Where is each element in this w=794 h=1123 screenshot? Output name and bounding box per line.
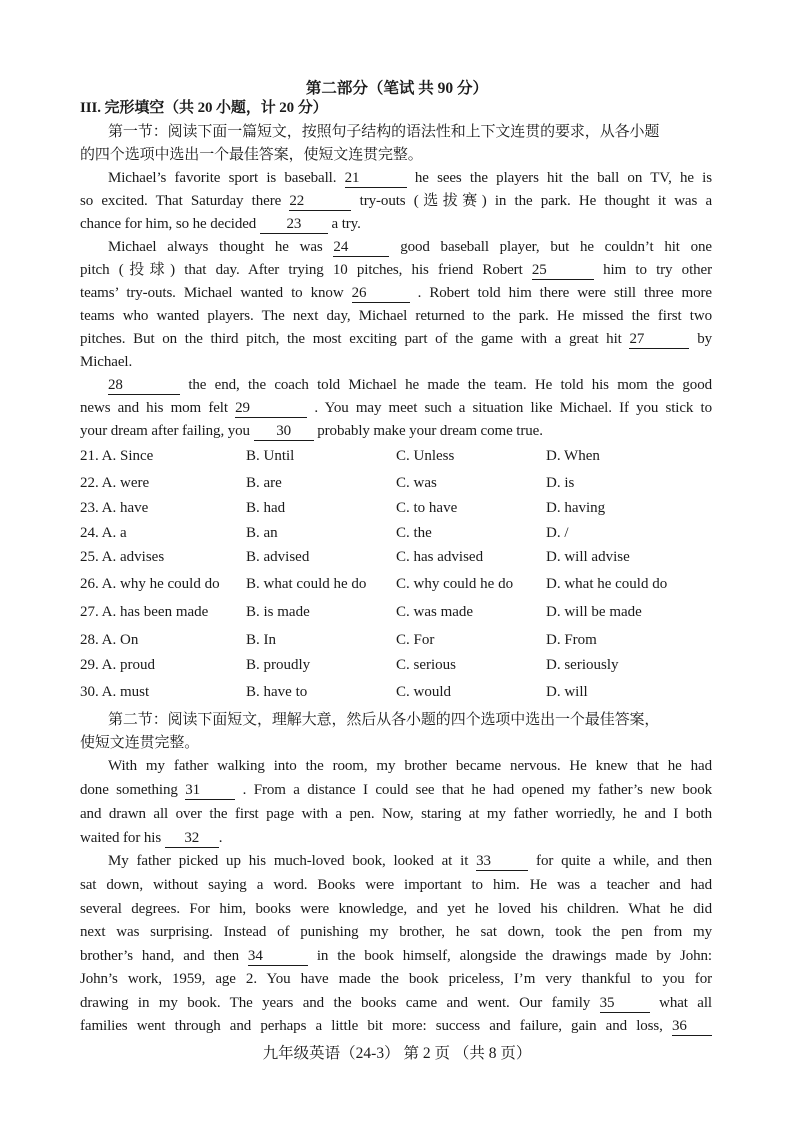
option-d: D. / xyxy=(546,525,569,541)
section-heading xyxy=(80,98,712,118)
option-c: C. For xyxy=(396,632,435,648)
option-a: 28. A. On xyxy=(80,632,139,648)
passage1-line: news and his mom felt 29 . You may meet such a situation like Michael. If you stick to xyxy=(80,400,712,416)
option-c: C. Unless xyxy=(396,448,455,464)
passage1-line: teams’ try-outs. Michael wanted to know 26 . Robert told him there were still three more xyxy=(80,285,712,301)
passage2-line: next was surprising. Instead of punishing my brother, he sat down, took the pen from my xyxy=(80,924,712,940)
option-a: 25. A. advises xyxy=(80,549,165,565)
passage2-line: My father picked up his much-loved book, looked at it 33 for quite a while, and then xyxy=(108,853,712,869)
option-a: 29. A. proud xyxy=(80,657,155,673)
option-b: B. In xyxy=(246,632,276,648)
passage1-line: Michael always thought he was 24 good baseball player, but he couldn’t hit one xyxy=(108,239,712,255)
passage2-line: done something 31 . From a distance I could see that he had opened my father’s new book xyxy=(80,782,713,798)
option-d: D. is xyxy=(546,475,575,491)
option-b: B. have to xyxy=(246,684,308,700)
section2-instruction-line1: 第二节：阅读下面短文，理解大意，然后从各小题的四个选项中选出一个最佳答案， xyxy=(108,712,660,728)
passage1-line: so excited. That Saturday there 22 try-outs (选拔赛) in the park. He thought it was a xyxy=(80,193,713,209)
section1-instruction-line1: 第一节：阅读下面一篇短文，按照句子结构的语法性和上下文连贯的要求，从各小题 xyxy=(108,124,660,140)
passage2-line: drawing in my book. The years and the books came and went. Our family 35 what all xyxy=(80,995,712,1011)
passage1-line: teams who wanted players. The next day, Michael returned to the park. He missed the first two xyxy=(80,308,712,324)
section-title: 完形填空（共 20 小题，计 20 分） xyxy=(104,100,328,116)
option-a: 26. A. why he could do xyxy=(80,576,220,592)
passage1-line: pitch (投球) that day. After trying 10 pitches, his friend Robert 25 him to try other xyxy=(80,262,712,278)
option-d: D. seriously xyxy=(546,657,619,673)
option-d: D. what he could do xyxy=(546,576,668,592)
option-a: 22. A. were xyxy=(80,475,150,491)
option-c: C. has advised xyxy=(396,549,484,565)
option-c: C. serious xyxy=(396,657,456,673)
passage1-line: chance for him, so he decided 23 a try. xyxy=(80,216,361,232)
passage1-line: 28 the end, the coach told Michael he made the team. He told his mom the good xyxy=(108,377,712,393)
blank-27: 27 xyxy=(629,330,689,349)
passage2-line: With my father walking into the room, my brother became nervous. He knew that he had xyxy=(108,758,712,774)
option-b: B. an xyxy=(246,525,278,541)
section-number: III. xyxy=(80,100,101,116)
blank-26: 26 xyxy=(352,284,410,303)
option-a: 30. A. must xyxy=(80,684,150,700)
blank-36: 36 xyxy=(672,1017,712,1036)
blank-22: 22 xyxy=(289,192,351,211)
option-c: C. the xyxy=(396,525,432,541)
blank-29: 29 xyxy=(235,399,307,418)
option-b: B. is made xyxy=(246,604,310,620)
passage2-line: John’s work, 1959, age 2. You have made the book priceless, I’m very thankful to you for xyxy=(80,971,712,987)
blank-28: 28 xyxy=(108,376,180,395)
passage2-line: and drawn all over the first page with a pen. Now, staring at my father worriedly, he and I both xyxy=(80,806,712,822)
option-d: D. When xyxy=(546,448,600,464)
option-b: B. proudly xyxy=(246,657,311,673)
option-d: D. will xyxy=(546,684,588,700)
option-c: C. was xyxy=(396,475,437,491)
option-a: 21. A. Since xyxy=(80,448,154,464)
blank-31: 31 xyxy=(185,781,235,800)
passage1-line: Michael’s favorite sport is baseball. 21 he sees the players hit the ball on TV, he is xyxy=(108,170,712,186)
option-c: C. why could he do xyxy=(396,576,514,592)
passage1-line: your dream after failing, you 30 probably make your dream come true. xyxy=(80,423,543,439)
blank-24: 24 xyxy=(333,238,389,257)
blank-33: 33 xyxy=(476,852,528,871)
option-b: B. are xyxy=(246,475,282,491)
option-c: C. was made xyxy=(396,604,474,620)
passage2-line: brother’s hand, and then 34 in the book himself, alongside the drawings made by John: xyxy=(80,948,712,964)
section2-instruction-line2: 使短文连贯完整。 xyxy=(80,735,200,751)
option-a: 23. A. have xyxy=(80,500,149,516)
option-b: B. what could he do xyxy=(246,576,367,592)
option-d: D. will be made xyxy=(546,604,642,620)
passage2-line: families went through and perhaps a little bit more: success and failure, gain and loss, 36 xyxy=(80,1016,712,1036)
passage2-line: several degrees. For him, books were knowledge, and yet he loved his children. What he did xyxy=(80,901,712,917)
option-d: D. From xyxy=(546,632,597,648)
option-d: D. having xyxy=(546,500,606,516)
blank-35: 35 xyxy=(600,994,650,1013)
part-title: 第二部分（笔试 共 90 分） xyxy=(305,80,489,97)
option-c: C. would xyxy=(396,684,452,700)
option-b: B. advised xyxy=(246,549,310,565)
option-a: 24. A. a xyxy=(80,525,127,541)
blank-34: 34 xyxy=(248,947,308,966)
blank-30: 30 xyxy=(254,422,314,441)
option-b: B. Until xyxy=(246,448,295,464)
option-c: C. to have xyxy=(396,500,458,516)
option-d: D. will advise xyxy=(546,549,630,565)
page-footer: 九年级英语（24-3） 第 2 页 （共 8 页） xyxy=(262,1045,532,1062)
blank-25: 25 xyxy=(532,261,594,280)
passage1-line: pitches. But on the third pitch, the most exciting part of the game with a great hit 27 by xyxy=(80,331,712,347)
blank-23: 23 xyxy=(260,215,328,234)
passage2-line: waited for his 32 . xyxy=(80,830,223,846)
blank-21: 21 xyxy=(345,169,407,188)
option-a: 27. A. has been made xyxy=(80,604,209,620)
blank-32: 32 xyxy=(165,829,219,848)
section1-instruction-line2: 的四个选项中选出一个最佳答案，使短文连贯完整。 xyxy=(80,147,423,163)
passage1-line: Michael. xyxy=(80,354,133,370)
passage2-line: sat down, without saying a word. Books were important to him. He was a teacher and had xyxy=(80,877,712,893)
option-b: B. had xyxy=(246,500,286,516)
